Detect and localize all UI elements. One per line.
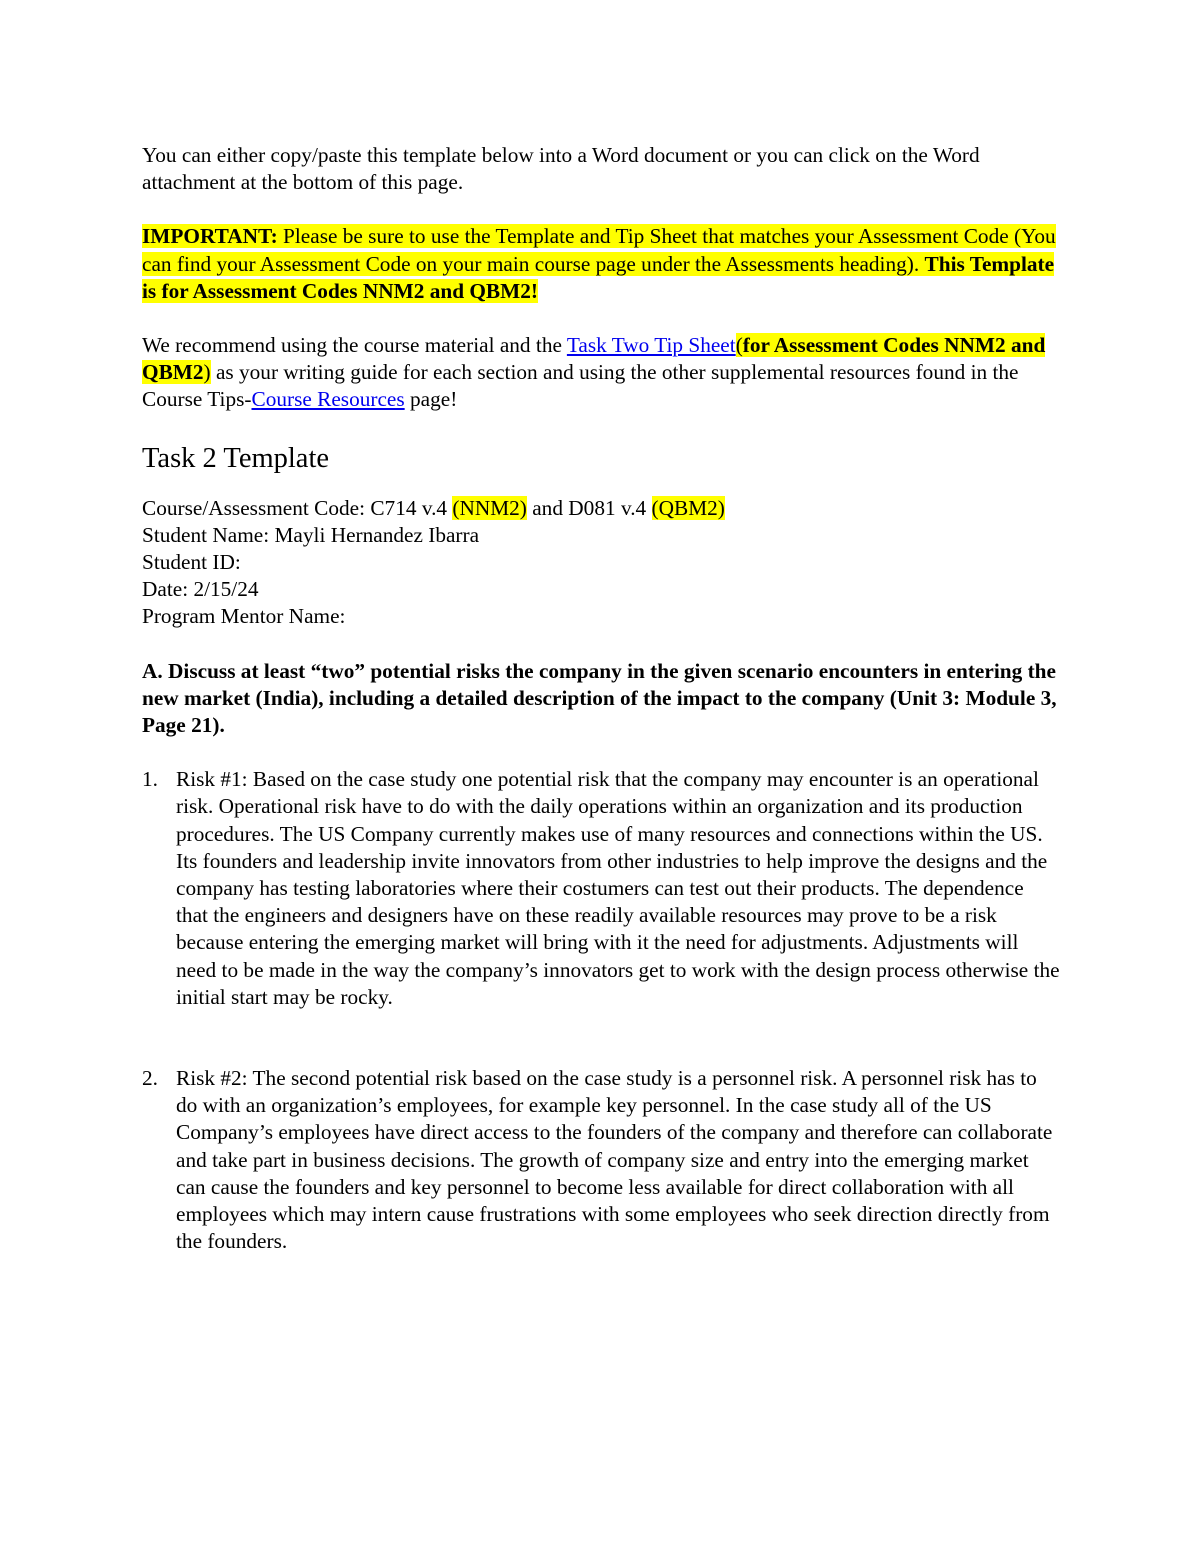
recommend-text-after: as your writing guide for each section and using the other supplemental resources found in the Course Tips- [142, 360, 1019, 412]
important-label: IMPORTANT: [142, 224, 278, 249]
page-title: Task 2 Template [142, 442, 330, 474]
course-code-line [142, 495, 1060, 522]
risk-2-text: Risk #2: The second potential risk based on the case study is a personnel risk. A personnel risk has to do with an organization’s employees, for example key personnel. In the case study all of the US Company’s employees have direct access to the founders of the company and therefore can collaborate and take part in business decisions. The growth of company size and entry into the emerging market can cause the founders and key personnel to become less available for direct collaboration with all employees which may intern cause frustrations with some employees who seek direction directly from the founders. [176, 1066, 1053, 1254]
course-mid: and D081 v.4 [526, 495, 652, 520]
intro-text: You can either copy/paste this template below into a Word document or you can click on the Word attachment at the bottom of this page. [142, 143, 980, 195]
important-highlight [142, 224, 1056, 302]
risk-1-text: Risk #1: Based on the case study one potential risk that the company may encounter is an operational risk. Operational risk have to do with the daily operations within an organization and its production procedures. The US Company currently makes use of many resources and connections within the US. Its founders and leadership invite innovators from other industries to help improve the designs and the company has testing laboratories where their costumers can test out their products. The dependence that the engineers and designers have on these readily available resources may prove to be a risk because entering the emerging market will bring with it the need for adjustments. Adjustments will need to be made in the way the company’s innovators get to work with the design process otherwise the initial start may be rocky. [176, 767, 1060, 1009]
important-text: Please be sure to use the Template and Tip Sheet that matches your Assessment Code (You can find your Assessment Code on your main course page under the Assessments heading). [142, 224, 1056, 276]
list-item [142, 1065, 1060, 1255]
code-qbm2: (QBM2) [651, 495, 725, 520]
paren-close: ) [203, 360, 211, 385]
student-info [142, 495, 1060, 631]
student-name-line: Student Name: Mayli Hernandez Ibarra [142, 522, 480, 547]
list-number: 1. [142, 767, 158, 792]
course-prefix: Course/Assessment Code: C714 v.4 [142, 495, 453, 520]
task-two-tip-sheet-link[interactable]: Task Two Tip Sheet [566, 333, 736, 358]
important-bold-text: This Template is for Assessment Codes NNM2 and QBM2! [142, 251, 1055, 303]
list-item [142, 766, 1060, 1011]
recommend-text-end: page! [404, 387, 458, 412]
mentor-line: Program Mentor Name: [142, 604, 346, 629]
risk-list [142, 766, 1060, 1255]
recommend-bold-codes: for Assessment Codes NNM2 and QBM2 [142, 333, 1046, 385]
section-a-title: A. Discuss at least “two” potential risks the company in the given scenario encounters in entering the new market (India), including a detailed description of the impact to the company (Unit 3: Module 3, Page 21). [142, 658, 1057, 738]
document-page [142, 142, 1060, 1256]
date-line: Date: 2/15/24 [142, 577, 259, 602]
recommend-paragraph [142, 332, 1060, 414]
intro-paragraph [142, 142, 1060, 196]
important-paragraph [142, 223, 1060, 305]
course-resources-link[interactable]: Course Resources [251, 387, 405, 412]
list-number: 2. [142, 1066, 158, 1091]
recommend-text-before: We recommend using the course material and the [142, 333, 567, 358]
paren-open: ( [735, 333, 743, 358]
code-nnm2: (NNM2) [452, 495, 527, 520]
student-id-line: Student ID: [142, 550, 241, 575]
